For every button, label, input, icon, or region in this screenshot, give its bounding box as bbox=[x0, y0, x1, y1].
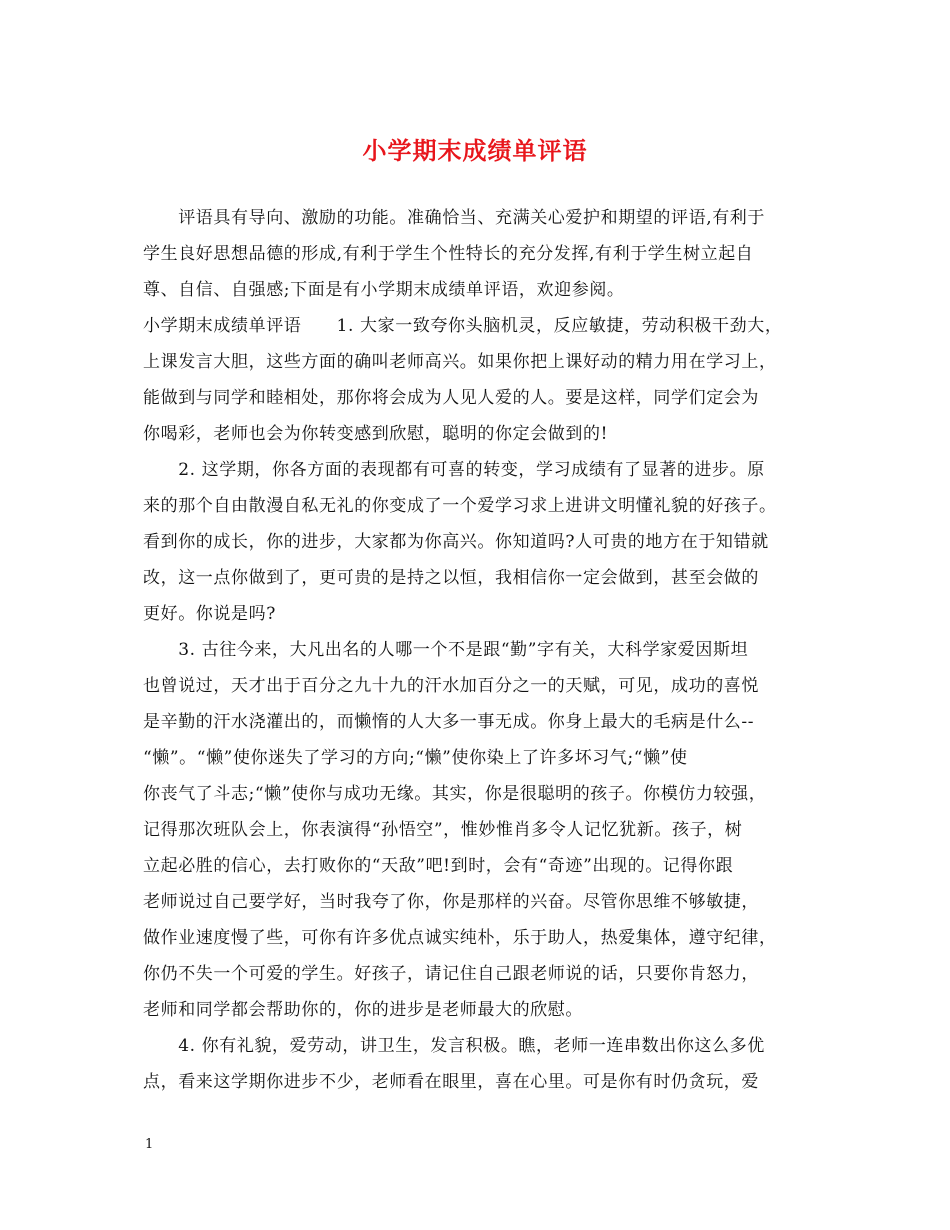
text-line: 2. 这学期，你各方面的表现都有可喜的转变，学习成绩有了显著的进步。原 bbox=[143, 460, 765, 480]
text-line: 3. 古往今来，大凡出名的人哪一个不是跟“勤”字有关，大科学家爱因斯坦 bbox=[143, 640, 749, 660]
text-line: 你仍不失一个可爱的学生。好孩子，请记住自己跟老师说的话，只要你肯怒力， bbox=[143, 964, 759, 984]
text-line: 做作业速度慢了些，可你有许多优点诚实纯朴，乐于助人，热爱集体，遵守纪律， bbox=[143, 928, 777, 948]
text-line: 也曾说过，天才出于百分之九十九的汗水加百分之一的天赋，可见，成功的喜悦 bbox=[143, 676, 759, 696]
text-line: 小学期末成绩单评语 1. 大家一致夸你头脑机灵，反应敏捷，劳动积极干劲大， bbox=[143, 316, 783, 336]
document-title: 小学期末成绩单评语 bbox=[362, 136, 588, 165]
text-line: 记得那次班队会上，你表演得“孙悟空”，惟妙惟肖多令人记忆犹新。孩子，树 bbox=[143, 820, 743, 840]
text-line: 老师和同学都会帮助你的，你的进步是老师最大的欣慰。 bbox=[143, 1000, 583, 1020]
text-line: 上课发言大胆，这些方面的确叫老师高兴。如果你把上课好动的精力用在学习上， bbox=[143, 352, 777, 372]
text-line: 你丧气了斗志;“懒”使你与成功无缘。其实，你是很聪明的孩子。你模仿力较强， bbox=[143, 784, 767, 804]
text-line: 更好。你说是吗? bbox=[143, 604, 276, 624]
text-line: 学生良好思想品德的形成,有利于学生个性特长的充分发挥,有利于学生树立起自 bbox=[143, 244, 754, 264]
text-line: 尊、自信、自强感;下面是有小学期末成绩单评语，欢迎参阅。 bbox=[143, 280, 625, 300]
text-line: 立起必胜的信心，去打败你的“天敌”吧!到时，会有“奇迹”出现的。记得你跟 bbox=[143, 856, 734, 876]
text-line: “懒”。“懒”使你迷失了学习的方向;“懒”使你染上了许多坏习气;“懒”使 bbox=[143, 748, 688, 768]
page-number: 1 bbox=[145, 1137, 154, 1152]
text-line: 老师说过自己要学好，当时我夸了你，你是那样的兴奋。尽管你思维不够敏捷， bbox=[143, 892, 759, 912]
text-line: 改，这一点你做到了，更可贵的是持之以恒，我相信你一定会做到，甚至会做的 bbox=[143, 568, 759, 588]
text-line: 看到你的成长，你的进步，大家都为你高兴。你知道吗?人可贵的地方在于知错就 bbox=[143, 532, 769, 552]
text-line: 来的那个自由散漫自私无礼的你变成了一个爱学习求上进讲文明懂礼貌的好孩子。 bbox=[143, 496, 777, 516]
text-line: 你喝彩，老师也会为你转变感到欣慰，聪明的你定会做到的! bbox=[143, 424, 609, 444]
text-line: 评语具有导向、激励的功能。准确恰当、充满关心爱护和期望的评语,有利于 bbox=[143, 208, 766, 228]
text-line: 是辛勤的汗水浇灌出的，而懒惰的人大多一事无成。你身上最大的毛病是什么-- bbox=[143, 712, 755, 732]
text-line: 能做到与同学和睦相处，那你将会成为人见人爱的人。要是这样，同学们定会为 bbox=[143, 388, 759, 408]
text-line: 点，看来这学期你进步不少，老师看在眼里，喜在心里。可是你有时仍贪玩，爱 bbox=[143, 1072, 759, 1092]
text-line: 4. 你有礼貌，爱劳动，讲卫生，发言积极。瞧，老师一连串数出你这么多优 bbox=[143, 1036, 765, 1056]
